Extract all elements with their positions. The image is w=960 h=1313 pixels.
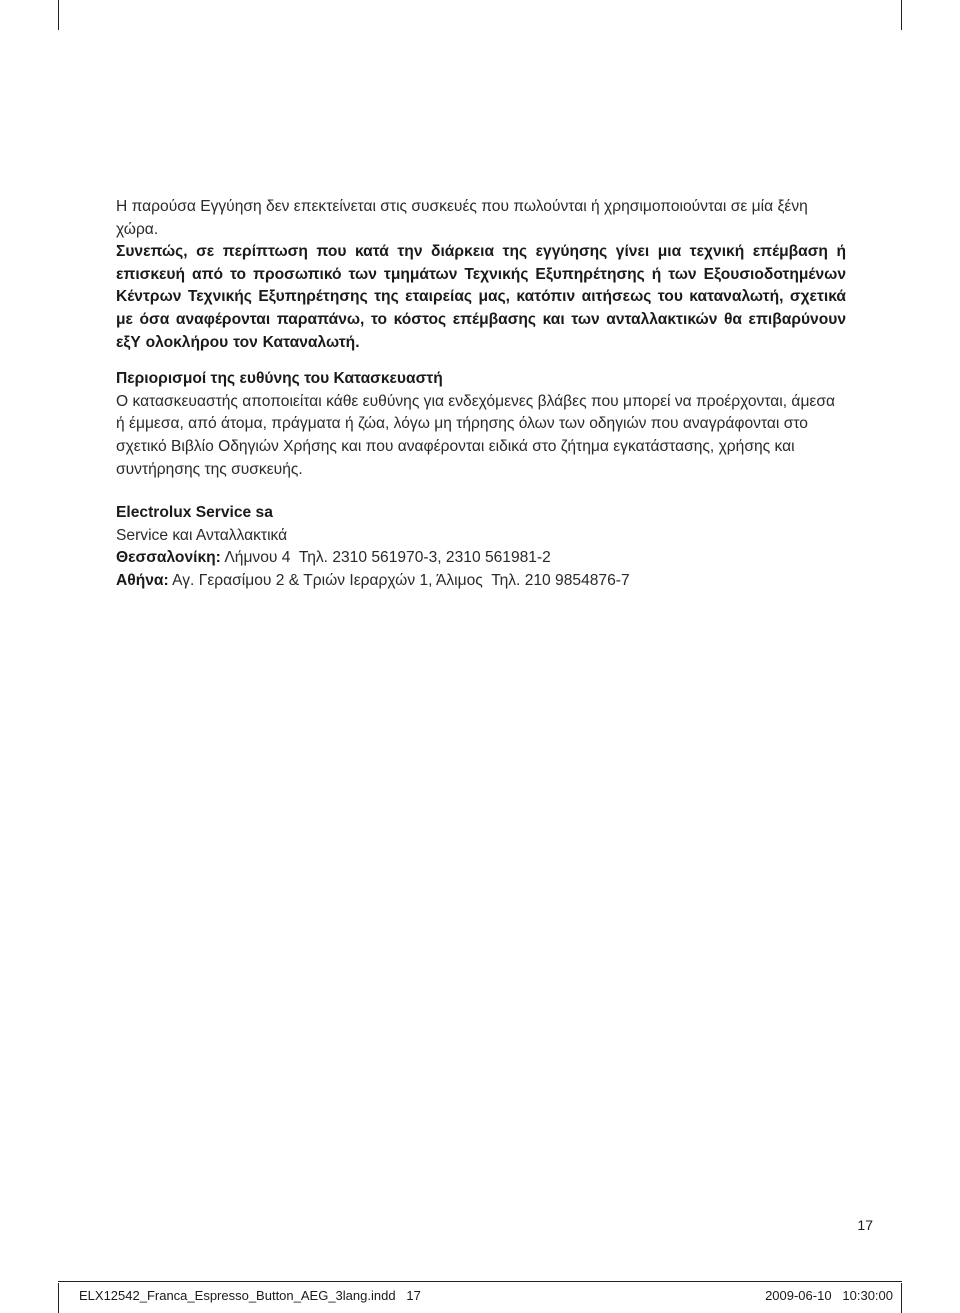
footer-file-name: ELX12542_Franca_Espresso_Button_AEG_3lang.indd 17 <box>79 1288 421 1303</box>
limits-heading: Περιορισμοί της ευθύνης του Κατασκευαστή <box>116 370 443 388</box>
thessaloniki-contact <box>116 547 846 570</box>
crop-mark-bottom-right <box>901 1283 902 1313</box>
intro-paragraph: Η παρούσα Εγγύηση δεν επεκτείνεται στις συσκευές που πωλούνται ή χρησιμοποιούνται σε μία ξένη χώρα. <box>116 198 808 238</box>
athens-address: Αγ. Γερασίμου 2 & Τριών Ιεραρχών 1, Άλιμος Τηλ. 210 9854876-7 <box>168 571 630 589</box>
page-content <box>116 196 846 593</box>
athens-label: Αθήνα: <box>116 571 169 589</box>
limits-body: Ο κατασκευαστής αποποιείται κάθε ευθύνης για ενδεχόμενες βλάβες που μπορεί να προέρχονται, άμεσα ή έμμεσα, από άτομα, πράγματα ή ζώα, λόγω μη τήρησης όλων των οδηγιών που αναγράφονται στο σχετικό Βιβλίο Οδηγιών Χρήσης και που αναφέρονται ειδικά στο ζήτημα εγκατάστασης, χρήσης και συντήρησης της συσκευής. <box>116 392 836 478</box>
service-subtitle: Service και Ανταλλακτικά <box>116 526 288 544</box>
crop-mark-top-left <box>58 0 59 30</box>
footer-timestamp: 2009-06-10 10:30:00 <box>765 1288 893 1303</box>
footer-rule <box>58 1281 902 1282</box>
crop-mark-top-right <box>901 0 902 30</box>
thessaloniki-label: Θεσσαλονίκη: <box>116 549 221 567</box>
service-company-name: Electrolux Service sa <box>116 504 273 522</box>
service-contact-block <box>116 502 846 592</box>
crop-mark-bottom-left <box>58 1283 59 1313</box>
athens-contact <box>116 570 846 593</box>
warranty-cost-paragraph: Συνεπώς, σε περίπτωση που κατά την διάρκεια της εγγύησης γίνει μια τεχνική επέμβαση ή επισκευή από το προσωπικό των τμημάτων Τεχνικής Εξυπηρέτησης ή των Εξουσιοδοτημένων Κέντρων Τεχνικής Εξυπηρέτησης της εταιρείας μας, κατόπιν αιτήσεως του καταναλωτή, σχετικά με όσα αναφέρονται παραπάνω, το κόστος επέμβασης και των ανταλλακτικών θα επιβαρύνουν εξΥ ολοκλήρου τον Καταναλωτή. <box>116 243 846 351</box>
page-number: 17 <box>857 1217 873 1233</box>
thessaloniki-address: Λήμνου 4 Τηλ. 2310 561970-3, 2310 561981-2 <box>220 549 551 567</box>
